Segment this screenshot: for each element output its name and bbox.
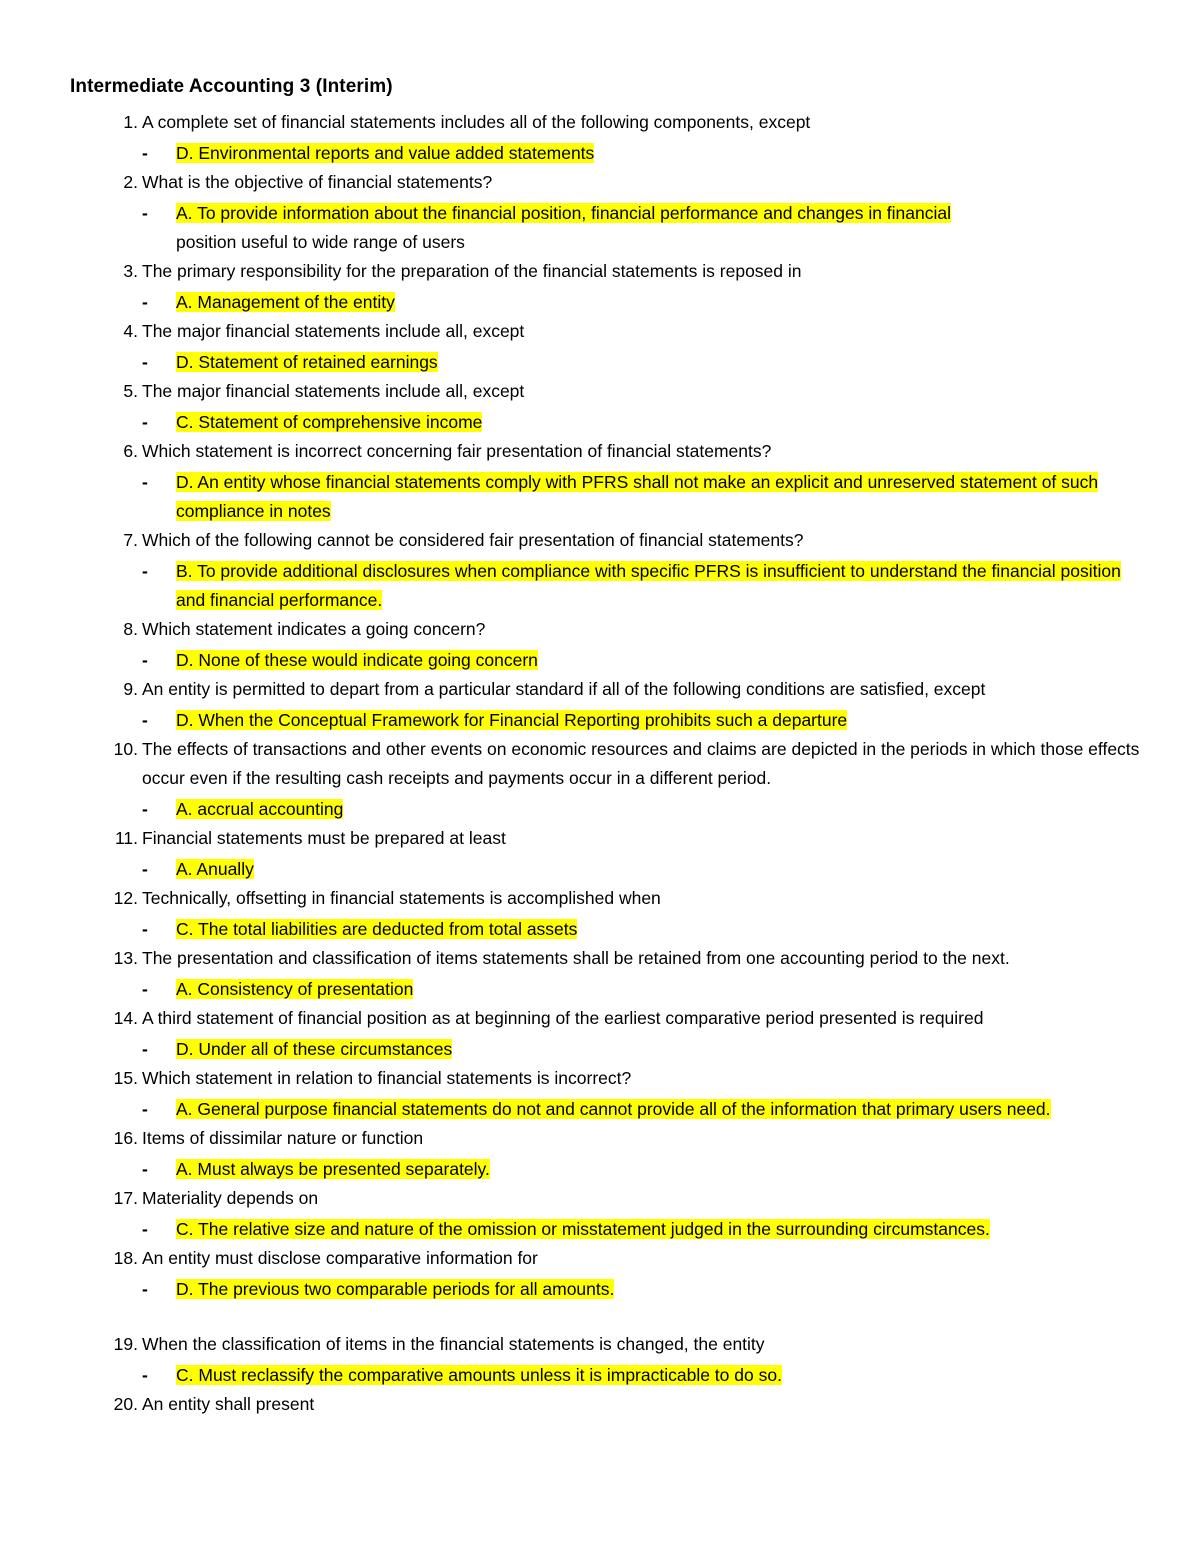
question-item	[70, 317, 1140, 377]
question-number: 16.	[113, 1128, 138, 1148]
answer-line	[70, 975, 1140, 1004]
question-item	[70, 1184, 1140, 1244]
question-item	[70, 377, 1140, 437]
question-number: 3.	[123, 261, 138, 281]
highlighted-answer: A. Anually	[176, 859, 254, 879]
highlighted-answer: A. Consistency of presentation	[176, 979, 414, 999]
question-item	[70, 1004, 1140, 1064]
answer-line	[70, 855, 1140, 884]
question-number: 2.	[123, 172, 138, 192]
answer-line	[70, 199, 1140, 257]
answer-dash: -	[142, 650, 148, 670]
highlighted-answer: A. To provide information about the financial position, financial performance and changes in financial	[176, 203, 952, 223]
question-item	[70, 1330, 1140, 1390]
question-item	[70, 257, 1140, 317]
question-item	[70, 675, 1140, 735]
question-item	[70, 1390, 1140, 1419]
question-text: Which statement in relation to financial statements is incorrect?	[142, 1068, 632, 1088]
question-text: Which statement indicates a going concern?	[142, 619, 486, 639]
question-item	[70, 944, 1140, 1004]
answer-dash: -	[142, 203, 148, 223]
question-text: A complete set of financial statements includes all of the following components, except	[142, 112, 811, 132]
highlighted-answer: C. Statement of comprehensive income	[176, 412, 483, 432]
answer-line	[70, 408, 1140, 437]
question-number: 17.	[113, 1188, 138, 1208]
highlighted-answer: A. General purpose financial statements do not and cannot provide all of the information that primary users need.	[176, 1099, 1051, 1119]
answer-line	[70, 1095, 1140, 1124]
highlighted-answer: D. Environmental reports and value added statements	[176, 143, 595, 163]
question-number: 12.	[113, 888, 138, 908]
question-text: An entity is permitted to depart from a particular standard if all of the following conditions are satisfied, except	[142, 679, 986, 699]
question-item	[70, 437, 1140, 526]
answer-dash: -	[142, 1219, 148, 1239]
answer-line	[70, 1361, 1140, 1390]
question-number: 5.	[123, 381, 138, 401]
highlighted-answer: D. Statement of retained earnings	[176, 352, 438, 372]
question-number: 13.	[113, 948, 138, 968]
question-item	[70, 108, 1140, 168]
answer-line	[70, 139, 1140, 168]
question-list	[70, 108, 1140, 1419]
question-number: 14.	[113, 1008, 138, 1028]
answer-dash: -	[142, 1279, 148, 1299]
question-number: 15.	[113, 1068, 138, 1088]
question-text: A third statement of financial position as at beginning of the earliest comparative period presented is required	[142, 1008, 984, 1028]
question-number: 7.	[123, 530, 138, 550]
question-text: Which statement is incorrect concerning fair presentation of financial statements?	[142, 441, 772, 461]
question-item	[70, 1244, 1140, 1304]
question-number: 4.	[123, 321, 138, 341]
answer-line	[70, 795, 1140, 824]
highlighted-answer: A. Must always be presented separately.	[176, 1159, 490, 1179]
question-text: The major financial statements include all, except	[142, 381, 525, 401]
highlighted-answer: B. To provide additional disclosures when compliance with specific PFRS is insufficient to understand the financial position and financial performance.	[176, 561, 1121, 610]
question-item	[70, 824, 1140, 884]
question-number: 19.	[113, 1334, 138, 1354]
answer-continuation: position useful to wide range of users	[176, 232, 465, 252]
question-number: 9.	[123, 679, 138, 699]
answer-dash: -	[142, 1159, 148, 1179]
highlighted-answer: A. accrual accounting	[176, 799, 344, 819]
question-text: What is the objective of financial statements?	[142, 172, 493, 192]
question-text: The presentation and classification of items statements shall be retained from one accounting period to the next.	[142, 948, 1010, 968]
question-number: 6.	[123, 441, 138, 461]
highlighted-answer: D. The previous two comparable periods for all amounts.	[176, 1279, 615, 1299]
question-text: The effects of transactions and other events on economic resources and claims are depicted in the periods in which those effects occur even if the resulting cash receipts and payments occur in a different period.	[142, 739, 1140, 788]
answer-line	[70, 468, 1140, 526]
answer-dash: -	[142, 859, 148, 879]
highlighted-answer: D. Under all of these circumstances	[176, 1039, 453, 1059]
answer-line	[70, 1215, 1140, 1244]
question-item	[70, 735, 1140, 824]
question-number: 1.	[123, 112, 138, 132]
answer-line	[70, 1155, 1140, 1184]
question-item	[70, 1064, 1140, 1124]
question-number: 20.	[113, 1394, 138, 1414]
question-text: The major financial statements include all, except	[142, 321, 525, 341]
highlighted-answer: D. When the Conceptual Framework for Financial Reporting prohibits such a departure	[176, 710, 848, 730]
answer-dash: -	[142, 710, 148, 730]
answer-dash: -	[142, 979, 148, 999]
answer-dash: -	[142, 412, 148, 432]
answer-line	[70, 646, 1140, 675]
question-number: 8.	[123, 619, 138, 639]
highlighted-answer: C. The relative size and nature of the omission or misstatement judged in the surrounding circumstances.	[176, 1219, 990, 1239]
answer-dash: -	[142, 1365, 148, 1385]
question-number: 10.	[113, 739, 138, 759]
answer-dash: -	[142, 1039, 148, 1059]
highlighted-answer: D. None of these would indicate going concern	[176, 650, 538, 670]
answer-line	[70, 915, 1140, 944]
answer-dash: -	[142, 292, 148, 312]
question-item	[70, 1124, 1140, 1184]
question-text: The primary responsibility for the preparation of the financial statements is reposed in	[142, 261, 802, 281]
highlighted-answer: A. Management of the entity	[176, 292, 395, 312]
question-number: 18.	[113, 1248, 138, 1268]
highlighted-answer: C. Must reclassify the comparative amounts unless it is impracticable to do so.	[176, 1365, 782, 1385]
document-title: Intermediate Accounting 3 (Interim)	[70, 76, 393, 97]
question-item	[70, 615, 1140, 675]
answer-dash: -	[142, 143, 148, 163]
answer-dash: -	[142, 472, 148, 492]
question-text: An entity shall present	[142, 1394, 315, 1414]
answer-dash: -	[142, 799, 148, 819]
question-item	[70, 168, 1140, 257]
question-text: Items of dissimilar nature or function	[142, 1128, 424, 1148]
answer-dash: -	[142, 352, 148, 372]
answer-line	[70, 557, 1140, 615]
highlighted-answer: D. An entity whose financial statements comply with PFRS shall not make an explicit and unreserved statement of such compliance in notes	[176, 472, 1099, 521]
question-number: 11.	[114, 828, 138, 848]
question-text: An entity must disclose comparative information for	[142, 1248, 538, 1268]
answer-dash: -	[142, 561, 148, 581]
answer-line	[70, 348, 1140, 377]
answer-dash: -	[142, 919, 148, 939]
answer-line	[70, 1275, 1140, 1304]
answer-line	[70, 706, 1140, 735]
question-text: Financial statements must be prepared at least	[142, 828, 506, 848]
highlighted-answer: C. The total liabilities are deducted from total assets	[176, 919, 578, 939]
question-text: Materiality depends on	[142, 1188, 319, 1208]
question-text: Which of the following cannot be considered fair presentation of financial statements?	[142, 530, 804, 550]
question-text: Technically, offsetting in financial statements is accomplished when	[142, 888, 661, 908]
question-item	[70, 884, 1140, 944]
answer-dash: -	[142, 1099, 148, 1119]
answer-line	[70, 1035, 1140, 1064]
question-item	[70, 526, 1140, 615]
answer-line	[70, 288, 1140, 317]
question-text: When the classification of items in the financial statements is changed, the entity	[142, 1334, 765, 1354]
